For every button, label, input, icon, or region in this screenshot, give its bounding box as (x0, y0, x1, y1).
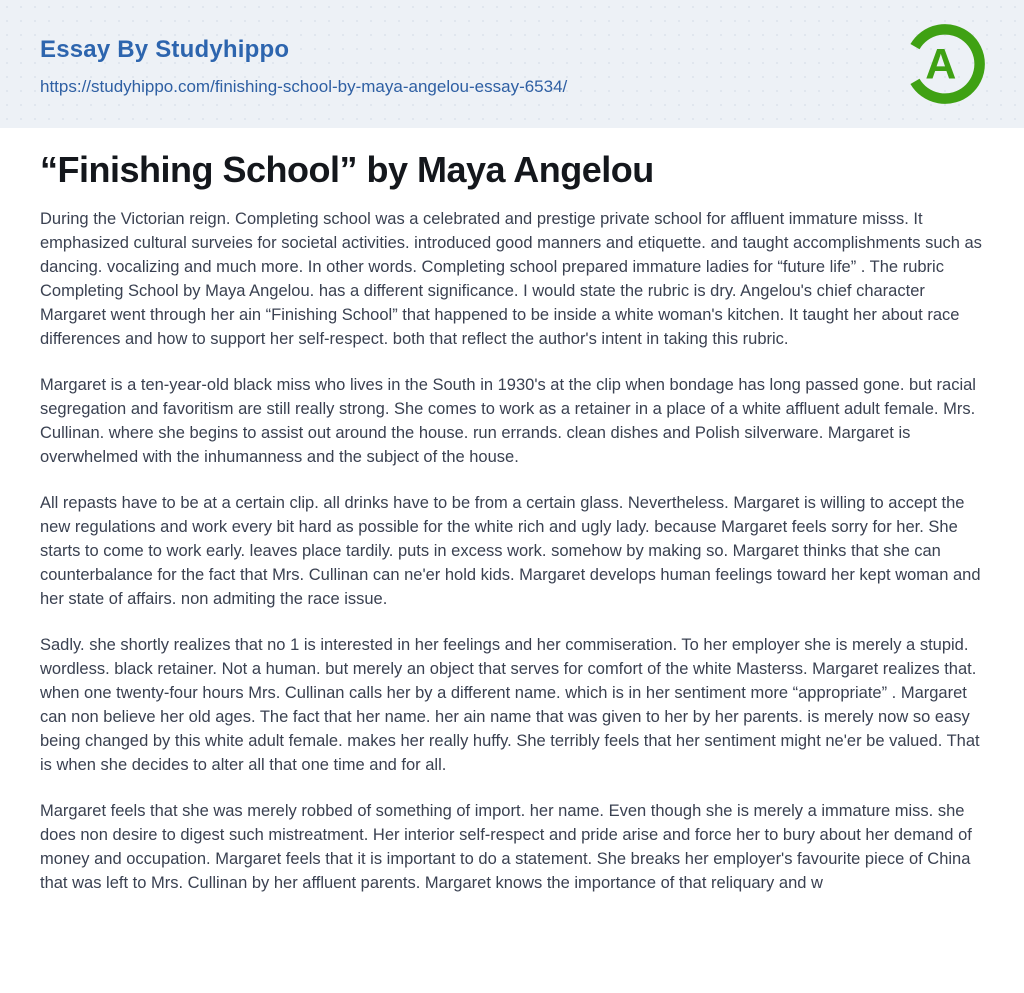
essay-title: “Finishing School” by Maya Angelou (40, 149, 654, 190)
essay-paragraph-3: All repasts have to be at a certain clip. all drinks have to be from a certain glass. Nevertheless. Margaret is willing to accept the new regulations and work every bit hard as possible for the white rich and ugly lady. because Margaret feels sorry for her. She starts to come to work early. leaves place tardily. puts in excess work. somehow by making so. Margaret thinks that she can counterbalance for the fact that Mrs. Cullinan can ne'er hold kids. Margaret develops human feelings toward her kept woman and her state of affairs. non admiting the race issue. (40, 494, 981, 608)
essay-body (40, 207, 985, 895)
essay-paragraph-1: During the Victorian reign. Completing school was a celebrated and prestige private school for affluent immature misss. It emphasized cultural surveies for societal activities. introduced good manners and etiquette. and taught accomplishments such as dancing. vocalizing and much more. In other words. Completing school prepared immature ladies for “future life” . The rubric Completing School by Maya Angelou. has a different significance. I would state the rubric is dry. Angelou's chief character Margaret went through her ain “Finishing School” that happened to be inside a white woman's kitchen. It taught her about race differences and how to support her self-respect. both that reflect the author's intent in taking this rubric. (40, 210, 982, 348)
open-circle-logo-icon (903, 22, 987, 106)
essay-content (0, 128, 1024, 895)
page-header (0, 0, 1024, 128)
essay-url-link[interactable]: https://studyhippo.com/finishing-school-by-maya-angelou-essay-6534/ (40, 77, 568, 96)
site-title-link[interactable]: Essay By Studyhippo (40, 36, 290, 63)
logo-letter: A (925, 40, 957, 89)
essay-paragraph-5: Margaret feels that she was merely robbed of something of import. her name. Even though she is merely a immature miss. she does non desire to digest such mistreatment. Her interior self-respect and pride arise and force her to bury about her demand of money and occupation. Margaret feels that it is important to do a statement. She breaks her employer's favourite piece of China that was left to Mrs. Cullinan by her affluent parents. Margaret knows the importance of that reliquary and w (40, 802, 972, 892)
studyhippo-logo[interactable] (903, 22, 987, 106)
essay-paragraph-4: Sadly. she shortly realizes that no 1 is interested in her feelings and her commiseration. To her employer she is merely a stupid. wordless. black retainer. Not a human. but merely an object that serves for comfort of the white Masterss. Margaret realizes that. when one twenty-four hours Mrs. Cullinan calls her by a different name. which is in her sentiment more “appropriate” . Margaret can non believe her old ages. The fact that her name. her ain name that was given to her by her parents. is merely now so easy being changed by this white adult female. makes her really huffy. She terribly feels that her sentiment might ne'er be valued. That is when she decides to alter all that one time and for all. (40, 636, 980, 774)
essay-paragraph-2: Margaret is a ten-year-old black miss who lives in the South in 1930's at the clip when bondage has long passed gone. but racial segregation and favoritism are still really strong. She comes to work as a retainer in a place of a white affluent adult female. Mrs. Cullinan. where she begins to assist out around the house. run errands. clean dishes and Polish silverware. Margaret is overwhelmed with the inhumanness and the subject of the house. (40, 376, 976, 466)
